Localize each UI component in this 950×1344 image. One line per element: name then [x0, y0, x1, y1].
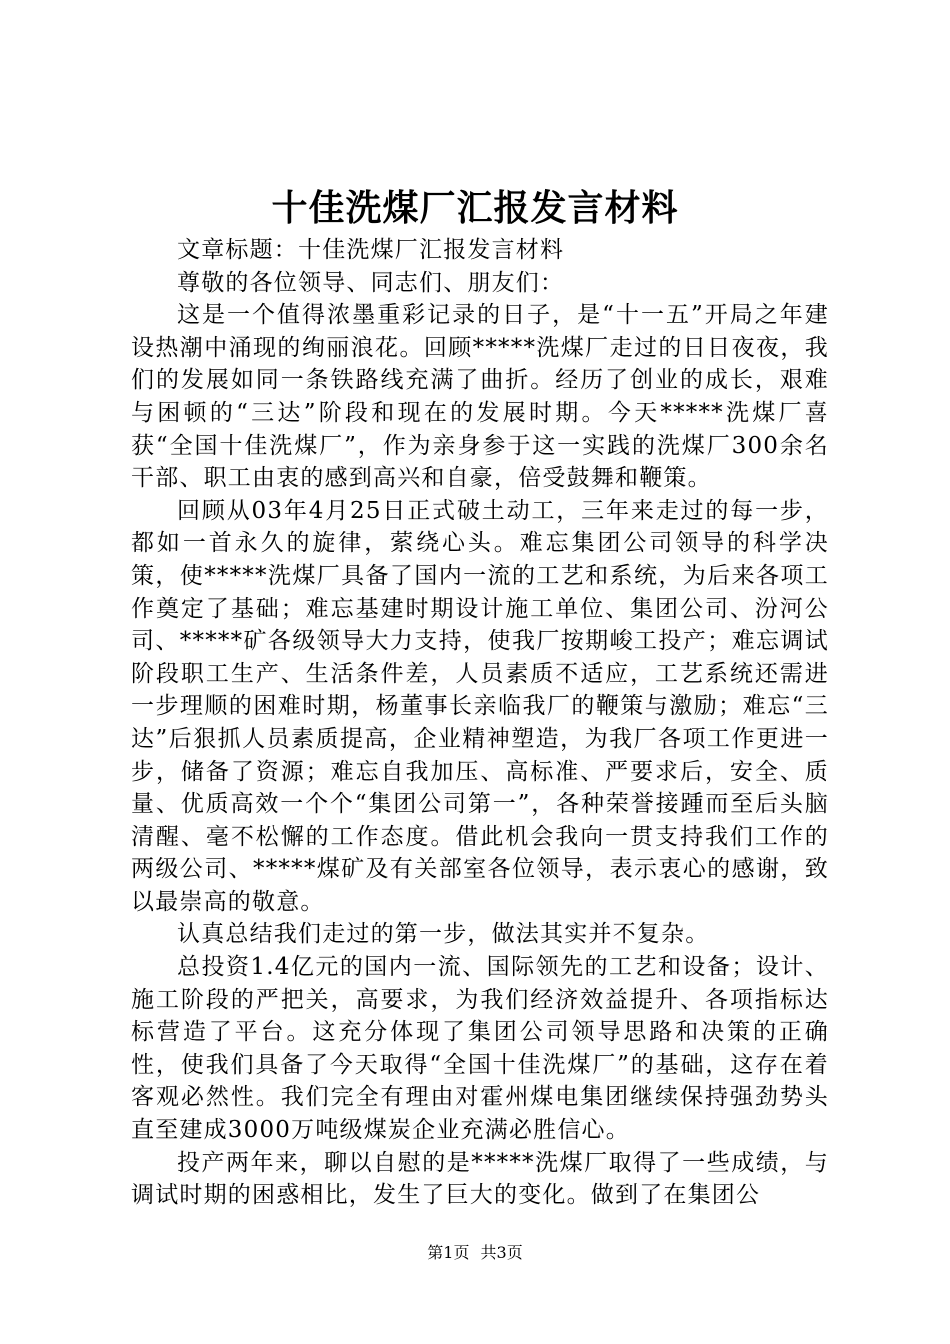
paragraph-investment: 总投资1.4亿元的国内一流、国际领先的工艺和设备；设计、施工阶段的严把关，高要求，为我们经济效益提升、各项指标达标营造了平台。这充分体现了集团公司领导思路和决策的正确性，使我们具备了今天取得“全国十佳洗煤厂”的基础，这存在着客观必然性。我们完全有理由对霍州煤电集团继续保持强劲势头直至建成3000万吨级煤炭企业充满必胜信心。 [131, 954, 829, 1144]
document-title: 十佳洗煤厂汇报发言材料 [271, 187, 679, 229]
article-title-line: 文章标题：十佳洗煤厂汇报发言材料 [177, 237, 565, 263]
paragraph-production: 投产两年来，聊以自慰的是*****洗煤厂取得了一些成绩，与调试时期的困惑相比，发生了巨大的变化。做到了在集团公 [131, 1149, 829, 1209]
salutation: 尊敬的各位领导、同志们、朋友们： [177, 269, 565, 296]
page-footer [0, 1242, 950, 1264]
paragraph-intro: 这是一个值得浓墨重彩记录的日子，是“十一五”开局之年建设热潮中涌现的绚丽浪花。回顾*****洗煤厂走过的日日夜夜，我们的发展如同一条铁路线充满了曲折。经历了创业的成长，艰难与困顿的“三达”阶段和现在的发展时期。今天*****洗煤厂喜获“全国十佳洗煤厂”，作为亲身参于这一实践的洗煤厂300余名干部、职工由衷的感到高兴和自豪，倍受鼓舞和鞭策。 [131, 302, 829, 492]
page-number: 第1页 [427, 1243, 470, 1262]
page-total: 共3页 [480, 1243, 523, 1262]
paragraph-review: 回顾从03年4月25日正式破土动工，三年来走过的每一步，都如一首永久的旋律，萦绕心头。难忘集团公司领导的科学决策，使*****洗煤厂具备了国内一流的工艺和系统，为后来各项工作奠定了基础；难忘基建时期设计施工单位、集团公司、汾河公司、*****矿各级领导大力支持，使我厂按期峻工投产；难忘调试阶段职工生产、生活条件差，人员素质不适应，工艺系统还需进一步理顺的困难时期，杨董事长亲临我厂的鞭策与激励；难忘“三达”后狠抓人员素质提高，企业精神塑造，为我厂各项工作更进一步，储备了资源；难忘自我加压、高标准、严要求后，安全、质量、优质高效一个个“集团公司第一”，各种荣誉接踵而至后头脑清醒、毫不松懈的工作态度。借此机会我向一贯支持我们工作的两级公司、*****煤矿及有关部室各位领导，表示衷心的感谢，致以最崇高的敬意。 [131, 497, 829, 915]
document-body [131, 234, 829, 1212]
paragraph-summary: 认真总结我们走过的第一步，做法其实并不复杂。 [177, 921, 710, 948]
